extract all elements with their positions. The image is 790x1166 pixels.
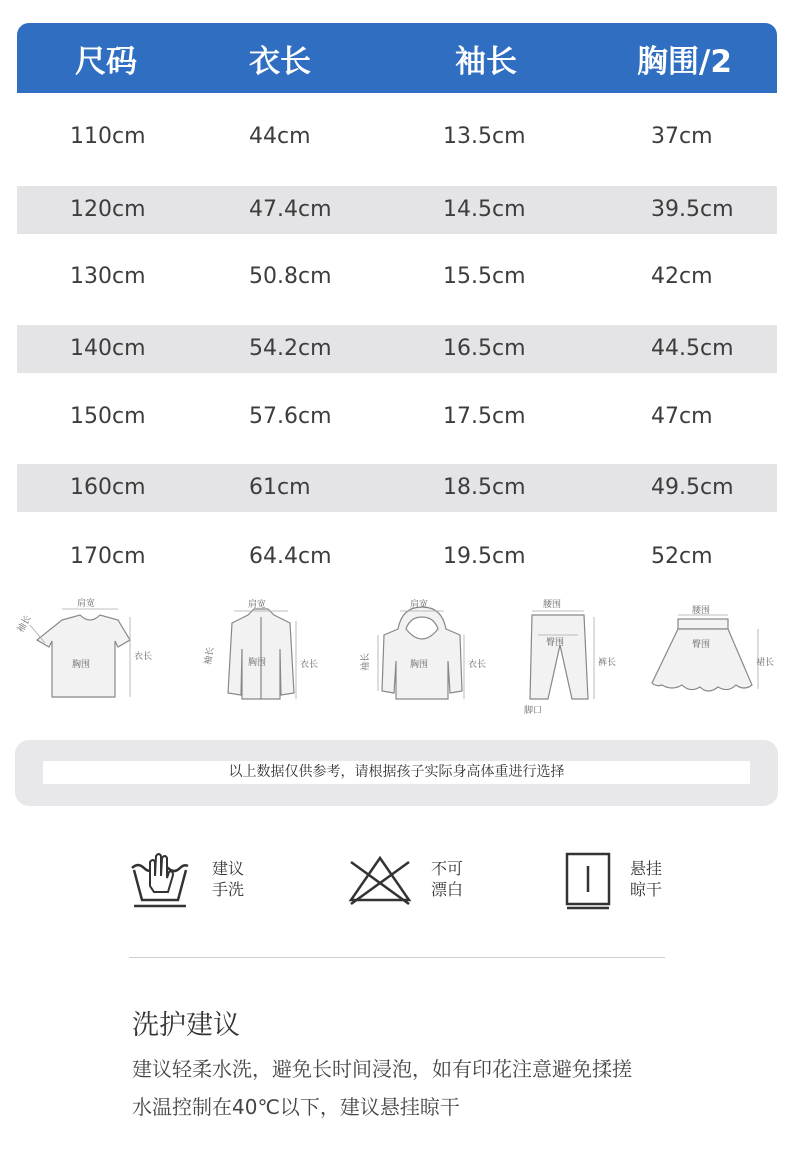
jacket-chest-label: 胸围 [248,658,267,668]
cell-chest: 49.5cm [651,475,734,500]
cell-length: 57.6cm [249,404,332,429]
cell-sleeve: 16.5cm [443,336,526,361]
cell-sleeve: 17.5cm [443,404,526,429]
cell-length: 54.2cm [249,336,332,361]
header-chest: 胸围/2 [637,43,732,80]
cell-size: 170cm [70,544,146,569]
cell-size: 160cm [70,475,146,500]
jacket-shoulder-label: 肩宽 [248,600,267,610]
hoodie-diagram [382,607,462,699]
header-length: 衣长 [249,43,311,80]
table-row [17,533,777,581]
cell-chest: 42cm [651,264,713,289]
cell-size: 140cm [70,336,146,361]
cell-length: 64.4cm [249,544,332,569]
care-advice-line-1: 建议轻柔水洗，避免长时间浸泡，如有印花注意避免揉搓 [132,1057,632,1081]
hang-dry-label: 悬挂 晾干 [630,859,663,899]
skirt-waist-label: 腰围 [692,606,711,616]
care-no-bleach [345,848,485,918]
jacket-diagram [228,609,294,699]
care-hang-dry [562,848,702,918]
cell-size: 120cm [70,197,146,222]
cell-chest: 47cm [651,404,713,429]
pants-waist-label: 腰围 [543,600,562,610]
size-table-header [17,23,777,93]
skirt-diagram [652,619,752,691]
pants-diagram [530,615,588,699]
jacket-length-label: 衣长 [300,660,319,670]
cell-length: 50.8cm [249,264,332,289]
measurement-diagrams [0,595,790,720]
tshirt-chest-label: 胸围 [72,660,91,670]
pants-hip-label: 臀围 [546,638,565,648]
no-bleach-label: 不可 漂白 [431,859,464,899]
care-advice-line-2: 水温控制在40℃以下，建议悬挂晾干 [132,1095,460,1119]
skirt-length-label: 裙长 [756,658,775,668]
table-row [17,325,777,373]
cell-sleeve: 13.5cm [443,124,526,149]
pants-hem-label: 脚口 [524,706,543,716]
table-row [17,464,777,512]
cell-sleeve: 14.5cm [443,197,526,222]
hoodie-length-label: 衣长 [468,660,487,670]
cell-size: 110cm [70,124,146,149]
reference-note: 以上数据仅供参考，请根据孩子实际身高体重进行选择 [43,761,750,784]
table-row [17,113,777,161]
cell-chest: 39.5cm [651,197,734,222]
tshirt-length-label: 衣长 [134,652,153,662]
care-advice-title: 洗护建议 [132,1010,240,1041]
tshirt-sleeve-label: 袖长 [15,613,34,635]
table-row [17,186,777,234]
hoodie-chest-label: 胸围 [410,660,429,670]
skirt-hip-label: 臀围 [692,640,711,650]
cell-chest: 52cm [651,544,713,569]
hand-wash-label: 建议 手洗 [212,859,245,899]
hand-wash-icon [128,848,192,910]
cell-size: 150cm [70,404,146,429]
care-hand-wash [128,848,268,918]
cell-chest: 37cm [651,124,713,149]
table-row [17,253,777,301]
hoodie-sleeve-label: 袖长 [361,652,371,671]
cell-length: 44cm [249,124,311,149]
tshirt-shoulder-label: 肩宽 [77,599,96,609]
cell-sleeve: 19.5cm [443,544,526,569]
jacket-sleeve-label: 袖长 [203,646,217,666]
header-size: 尺码 [75,43,137,80]
cell-length: 47.4cm [249,197,332,222]
cell-length: 61cm [249,475,311,500]
no-bleach-icon [345,848,415,910]
cell-sleeve: 18.5cm [443,475,526,500]
hang-dry-icon [562,848,614,910]
cell-chest: 44.5cm [651,336,734,361]
cell-sleeve: 15.5cm [443,264,526,289]
pants-length-label: 裤长 [598,658,617,668]
tshirt-diagram [37,615,130,697]
section-divider [129,957,665,958]
cell-size: 130cm [70,264,146,289]
header-sleeve: 袖长 [455,43,517,80]
hoodie-shoulder-label: 肩宽 [410,600,429,610]
reference-note-box [15,740,778,806]
table-row [17,393,777,441]
